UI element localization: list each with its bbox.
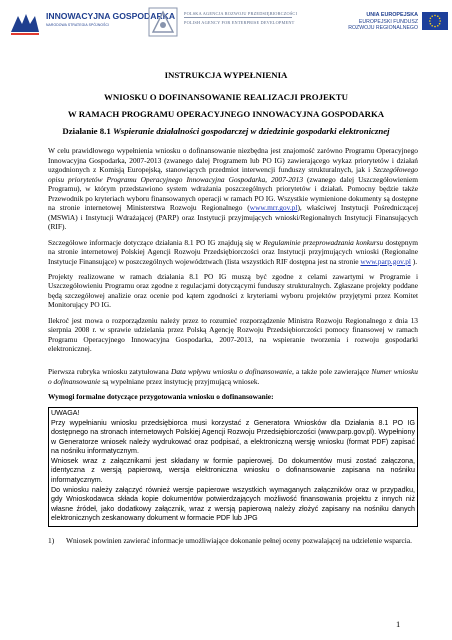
requirements-list: [48, 536, 418, 546]
para5-text-b: , a także pole zawierające: [291, 367, 372, 377]
warning-label: UWAGA!: [51, 409, 80, 418]
para5-text-c: są wypełniane przez instytucję przyjmującą wniosek.: [100, 376, 260, 386]
header-logos: [0, 0, 452, 60]
list-item-text: Wniosek powinien zawierać informacje umożliwiające dokonanie pełnej oceny pozwalającej na udzielenie wsparcia.: [66, 535, 412, 545]
parp-name-pl: POLSKA AGENCJA ROZWOJU PRZEDSIĘBIORCZOŚCI: [184, 11, 298, 16]
para5-italic-2: Numer wniosku o dofinansowanie: [48, 367, 418, 386]
title-line-3: W RAMACH PROGRAMU OPERACYJNEGO INNOWACYJNA GOSPODARKA: [67, 109, 385, 119]
warning-paragraph-1: Przy wypełnianiu wniosku przedsiębiorca musi korzystać z Generatora Wniosków dla Działania 8.1 PO IG dostępnego na stronach internetowych Polskiej Agencji Rozwoju Przedsiębiorczości (www.parp.gov.pl). Wypełniony w Generatorze wniosek należy wydrukować oraz podpisać, a elektroniczną wersję wniosku (format PDF) zapisać na nośniku informatycznym.: [51, 418, 415, 456]
mrr-link[interactable]: www.mrr.gov.pl: [249, 203, 298, 213]
para5-italic-1: Data wpływu wniosku o dofinansowanie: [171, 367, 292, 377]
paragraph-details: [48, 238, 418, 267]
paragraph-first-field: [48, 367, 418, 386]
eu-flag-icon: [422, 12, 448, 30]
paragraph-regulation: Ilekroć jest mowa o rozporządzeniu należy przez to rozumieć rozporządzenie Ministra Rozwoju Regionalnego z dnia 13 sierpnia 2008 r. w sprawie udzielania przez Polską Agencję Rozwoju Przedsiębiorczości pomocy finansowej w ramach Programu Operacyjnego Innowacyjna Gospodarka, 2007-2013, na wspieranie tworzenia i rozwoju gospodarki elektronicznej.: [48, 315, 418, 354]
para5-text-a: Pierwsza rubryka wniosku zatytułowana: [48, 367, 171, 377]
eu-line3: ROZWOJU REGIONALNEGO: [348, 25, 418, 31]
action-heading: [20, 126, 432, 137]
para2-text-a: Szczegółowe informacje dotyczące działania 8.1 PO IG znajdują się w: [48, 237, 264, 247]
warning-paragraph-3: Do wniosku należy załączyć również wersje papierowe wszystkich wymaganych załączników oraz w przypadku, gdy Wnioskodawca składa kopie dokumentów potwierdzających możliwość finansowania projektu z innych niż własne źródeł, jako dodatkowy załącznik, wraz z wersją papierową należy złożyć zapisany na nośniku danych elektronicznych zeskanowany dokument w formacie PDF lub JPG: [51, 485, 415, 523]
para1-text-b: (zwanego dalej Uszczegółowieniem Programu), w którym przedstawiono system wdrażania poszczególnych priorytetów i działań. Pomocny będzie także Przewodnik po kryteriach wyboru finansowanych operacji w ramach PO IG. Wszystkie wymienione dokumenty są dostępne na stronie internetowej Ministerstwa Rozwoju Regionalnego (: [48, 174, 418, 213]
para2-text-c: ).: [410, 256, 418, 266]
eagle-emblem-icon: [8, 10, 42, 38]
parp-logo: [148, 7, 298, 45]
title-line-2: WNIOSKU O DOFINANSOWANIE REALIZACJI PROJEKTU: [104, 92, 348, 102]
eu-logo: [330, 8, 448, 48]
parp-name-en: POLISH AGENCY FOR ENTERPRISE DEVELOPMENT: [184, 20, 295, 25]
eu-line2: EUROPEJSKI FUNDUSZ: [358, 19, 418, 25]
action-prefix: Działanie 8.1: [62, 126, 111, 136]
parp-divider: [184, 17, 292, 18]
list-item-number: 1): [48, 535, 55, 545]
parp-mark-icon: [148, 7, 178, 37]
para1-text-c: ), właściwej Instytucji Pośredniczącej (MSWiA) i Instytucji Wdrażającej (PARP) oraz Instytucji przyjmujących wnioski/Regionalnych Instytucji Finansujących (RIF).: [48, 203, 418, 232]
para1-text-a: W celu prawidłowego wypełnienia wniosku o dofinansowanie niezbędna jest znajomość zarówno Programu Operacyjnego Innowacyjna Gospodarka, 2007-2013 (zwanego dalej Programem lub PO IG) zawierającego wykaz priorytetów i działań uzgodnionych z Komisją Europejską, stanowiących przedmiot interwencji funduszy strukturalnych, jak i: [48, 146, 418, 175]
para1-italic: Szczegółowego opisu priorytetów Programu Operacyjnego Innowacyjna Gospodarka, 2007-2013: [48, 165, 418, 184]
warning-box: [48, 407, 418, 527]
action-name: Wspieranie działalności gospodarczej w dziedzinie gospodarki elektronicznej: [112, 126, 390, 136]
paragraph-compliance: Projekty realizowane w ramach działania 8.1 PO IG muszą być zgodne z celami zawartymi w Programie i Uszczegółowieniu Programu oraz zgodne z regulacjami dotyczącymi funduszy strukturalnych. Zgłaszane projekty poddane będą szczegółowej analizie oraz ocenie pod kątem zgodności z kryteriami wyboru projektów przyjętymi przez Komitet Monitorujący PO IG.: [48, 271, 418, 310]
logo-ig-name: INNOWACYJNA GOSPODARKA: [46, 11, 176, 21]
innowacyjna-gospodarka-logo: [8, 8, 176, 48]
document-titles: [20, 70, 432, 137]
logo-ig-subtitle: NARODOWA STRATEGIA SPÓJNOŚCI: [46, 23, 110, 27]
eu-line1: UNIA EUROPEJSKA: [366, 12, 418, 18]
para2-italic: Regulaminie przeprowadzania konkursu: [263, 237, 384, 247]
title-line-1: INSTRUKCJA WYPEŁNIENIA: [164, 70, 288, 80]
para2-text-b: dostępnym na stronie internetowej Polskiej Agencji Rozwoju Przedsiębiorczości oraz Instytucji przyjmujących wnioski (Regionalne Instytucje Finansujące) w poszczególnych województwach (lista wszystkich RIF dostępna jest na stronie: [48, 237, 418, 266]
list-item: [48, 536, 418, 546]
document-body: [48, 146, 418, 545]
parp-link[interactable]: www.parp.gov.pl: [360, 256, 411, 266]
warning-paragraph-2: Wniosek wraz z załącznikami jest składany w formie papierowej. Do dokumentów musi zostać załączona, identyczna z wersją papierową, wersja elektroniczna wniosku o dofinansowanie zapisana na nośniku informatycznym.: [51, 456, 415, 484]
paragraph-intro: [48, 146, 418, 232]
page-number: 1: [396, 619, 401, 629]
formal-requirements-heading: Wymogi formalne dotyczące przygotowania wniosku o dofinansowanie:: [48, 392, 274, 401]
